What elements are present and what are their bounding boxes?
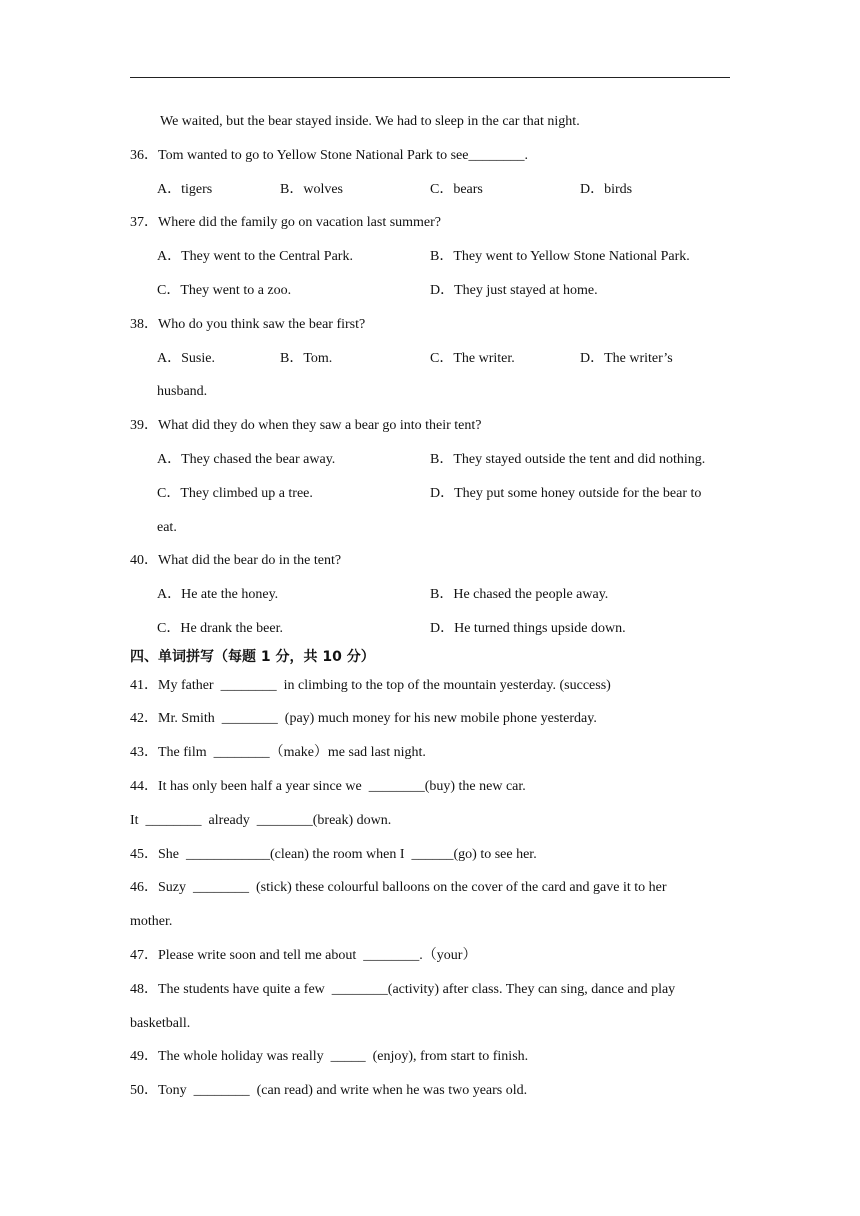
question-36-option-a: A．tigers — [157, 182, 213, 197]
question-39-option-d-continued: eat. — [157, 520, 177, 535]
question-36-stem: 36．Tom wanted to go to Yellow Stone National Park to see________. — [130, 148, 528, 163]
question-40-option-b: B．He chased the people away. — [430, 587, 609, 602]
question-40-option-d: D．He turned things upside down. — [430, 621, 626, 636]
question-39-option-d: D．They put some honey outside for the bear to — [430, 486, 702, 501]
question-45: 45．She ____________(clean) the room when I ______(go) to see her. — [130, 847, 537, 862]
question-38-option-d-continued: husband. — [157, 384, 208, 399]
question-40-option-c: C．He drank the beer. — [157, 621, 283, 636]
question-37-option-a: A．They went to the Central Park. — [157, 249, 353, 264]
question-42: 42．Mr. Smith ________ (pay) much money for his new mobile phone yesterday. — [130, 711, 597, 726]
question-46-line-2: mother. — [130, 914, 173, 929]
question-38-stem: 38．Who do you think saw the bear first? — [130, 317, 366, 332]
question-36-option-c: C．bears — [430, 182, 483, 197]
question-38-option-b: B．Tom. — [280, 351, 333, 366]
question-36-option-b: B．wolves — [280, 182, 343, 197]
question-39-option-b: B．They stayed outside the tent and did nothing. — [430, 452, 706, 467]
question-37-stem: 37．Where did the family go on vacation last summer? — [130, 215, 442, 230]
question-39-option-a: A．They chased the bear away. — [157, 452, 336, 467]
question-37-option-d: D．They just stayed at home. — [430, 283, 598, 298]
question-40-stem: 40．What did the bear do in the tent? — [130, 553, 342, 568]
passage-last-line: We waited, but the bear stayed inside. We had to sleep in the car that night. — [160, 114, 580, 129]
question-39-option-c: C．They climbed up a tree. — [157, 486, 313, 501]
section-4-title: 四、单词拼写（每题 1 分，共 10 分） — [130, 649, 375, 665]
question-36-option-d: D．birds — [580, 182, 633, 197]
question-41: 41．My father ________ in climbing to the top of the mountain yesterday. (success) — [130, 678, 611, 693]
question-44-line-1: 44．It has only been half a year since we ________(buy) the new car. — [130, 779, 526, 794]
question-37-option-c: C．They went to a zoo. — [157, 283, 292, 298]
question-48-line-2: basketball. — [130, 1016, 191, 1031]
question-37-option-b: B．They went to Yellow Stone National Park. — [430, 249, 690, 264]
question-47: 47．Please write soon and tell me about ________.（your） — [130, 948, 477, 963]
question-40-option-a: A．He ate the honey. — [157, 587, 279, 602]
question-38-option-a: A．Susie. — [157, 351, 215, 366]
question-38-option-c: C．The writer. — [430, 351, 515, 366]
question-46-line-1: 46．Suzy ________ (stick) these colourful balloons on the cover of the card and gave it to her — [130, 880, 667, 895]
question-48-line-1: 48．The students have quite a few ________(activity) after class. They can sing, dance and play — [130, 982, 676, 997]
question-44-line-2: It ________ already ________(break) down. — [130, 813, 392, 828]
question-50: 50．Tony ________ (can read) and write when he was two years old. — [130, 1083, 528, 1098]
question-43: 43．The film ________（make）me sad last night. — [130, 745, 426, 760]
question-49: 49．The whole holiday was really _____ (enjoy), from start to finish. — [130, 1049, 529, 1064]
question-38-option-d: D．The writer’s — [580, 351, 673, 366]
question-39-stem: 39．What did they do when they saw a bear go into their tent? — [130, 418, 482, 433]
header-rule — [130, 77, 730, 78]
